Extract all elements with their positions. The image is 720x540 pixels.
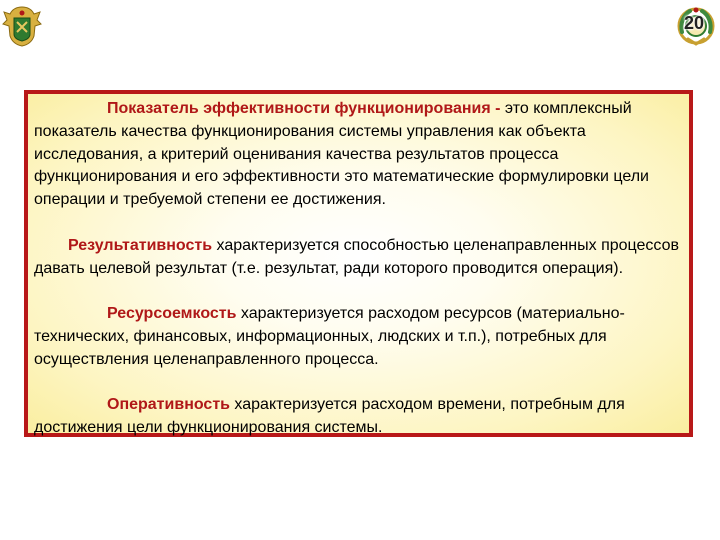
eagle-emblem-icon <box>2 4 42 48</box>
term-promptness: Оперативность <box>107 396 230 414</box>
paragraph-efficiency-text: это комплексный показатель качества функционирования системы управления как объекта исследования, а критерий оценивания качества результатов процесса функционирования и его эффективности это математические формулировки цели операции и требуемой степени ее достижения. <box>34 100 649 209</box>
paragraph-effectiveness-text: характеризуется способностью целенаправленных процессов давать целевой результат (т.е. результат, ради которого проводится операция). <box>34 236 680 277</box>
term-efficiency: Показатель эффективности функционирования - <box>107 100 501 117</box>
paragraph-resource-intensity <box>34 303 683 371</box>
term-effectiveness: Результативность <box>68 236 213 254</box>
term-resource-intensity: Ресурсоемкость <box>107 305 237 323</box>
paragraph-promptness-text: характеризуется расходом времени, потребным для достижения цели функционирования системы. <box>34 396 625 437</box>
paragraph-resource-intensity-text: характеризуется расходом ресурсов (материально-технических, финансовых, информационных, людских и т.п.), потребных для осуществления целенаправленного процесса. <box>34 305 625 368</box>
paragraph-efficiency <box>34 98 683 212</box>
page-number: 20 <box>683 13 705 33</box>
content-box <box>24 90 693 437</box>
paragraph-promptness <box>34 394 683 440</box>
paragraph-effectiveness <box>34 235 683 281</box>
